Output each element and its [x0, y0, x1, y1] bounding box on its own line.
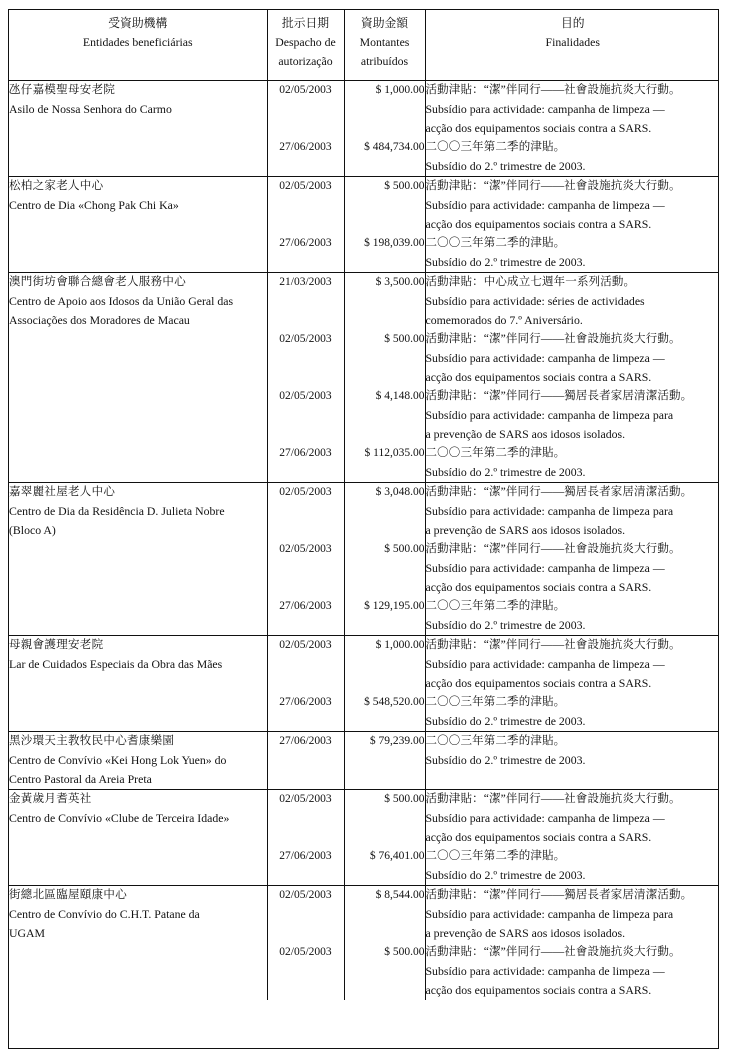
grant-date-block [268, 597, 344, 635]
purpose-cell [425, 789, 719, 885]
purpose-cell [425, 80, 719, 176]
grant-purpose-line: a prevenção de SARS aos idosos isolados. [425, 426, 626, 441]
entity-cell [9, 885, 267, 1000]
grant-purpose-line: Subsídio para actividade: campanha de limpeza — [425, 560, 665, 575]
amount-cell [344, 482, 425, 635]
grant-date-block [268, 330, 344, 387]
grant-amount: $ 1,000.00 [375, 83, 425, 96]
grant-purpose-line: 活動津貼：“潔”伴同行——社會設施抗炎大行動。 [425, 332, 681, 345]
grant-date: 02/05/2003 [279, 179, 332, 192]
grant-date: 02/05/2003 [279, 638, 332, 651]
grant-purpose-line: Subsídio para actividade: campanha de limpeza — [425, 350, 665, 365]
grant-purpose-line: 二〇〇三年第二季的津貼。 [425, 236, 566, 249]
grant-purpose-line: Subsídio para actividade: campanha de limpeza — [425, 963, 665, 978]
grant-purpose-line: 活動津貼：“潔”伴同行——社會設施抗炎大行動。 [425, 179, 681, 192]
grant-purpose-line: Subsídio para actividade: séries de actividades [425, 293, 645, 308]
grant-amount: $ 3,048.00 [375, 485, 425, 498]
amount-cell [344, 885, 425, 1000]
grant-amount-block [345, 790, 425, 847]
grant-date-block [268, 273, 344, 330]
grant-amount: $ 500.00 [384, 179, 425, 192]
grant-purpose-block [426, 847, 720, 885]
grant-purpose-block [426, 943, 720, 1000]
grant-purpose-line: 活動津貼：“潔”伴同行——獨居長者家居清潔活動。 [425, 389, 693, 402]
grant-date: 27/06/2003 [279, 734, 332, 747]
grant-amount-block [345, 886, 425, 943]
grant-amount-block [345, 387, 425, 444]
purpose-cell [425, 272, 719, 482]
grant-purpose-line: 活動津貼：“潔”伴同行——社會設施抗炎大行動。 [425, 542, 681, 555]
grant-purpose-line: acção dos equipamentos sociais contra a SARS. [425, 216, 652, 231]
header-date [267, 10, 344, 80]
grant-date: 21/03/2003 [279, 275, 332, 288]
grant-amount: $ 484,734.00 [364, 140, 425, 153]
grant-date-block [268, 847, 344, 885]
grant-amount-block [345, 444, 425, 482]
entity-name-line: Centro de Dia da Residência D. Julieta Nobre [9, 503, 225, 518]
grant-purpose-block [426, 444, 720, 482]
header-date-pt-2: autorização [278, 54, 333, 68]
date-cell [267, 176, 344, 272]
grant-purpose-block [426, 693, 720, 731]
table-row [9, 885, 719, 1000]
amount-cell [344, 176, 425, 272]
grant-purpose-line: Subsídio do 2.º trimestre de 2003. [425, 867, 586, 882]
grant-purpose-block [426, 273, 720, 330]
grant-date: 27/06/2003 [279, 236, 332, 249]
grant-amount: $ 500.00 [384, 945, 425, 958]
grant-purpose-line: Subsídio para actividade: campanha de limpeza para [425, 906, 674, 921]
grant-amount-block [345, 693, 425, 731]
amount-cell [344, 789, 425, 885]
entity-name-line: 松柏之家老人中心 [9, 179, 104, 192]
table-header-row [9, 10, 719, 80]
entity-name-line: Centro de Convívio «Kei Hong Lok Yuen» do [9, 752, 227, 767]
header-purpose [425, 10, 719, 80]
grant-purpose-block [426, 540, 720, 597]
grant-date-block [268, 540, 344, 597]
header-purpose-zh: 目的 [560, 16, 585, 30]
grant-purpose-line: acção dos equipamentos sociais contra a SARS. [425, 579, 652, 594]
header-amount-pt-1: Montantes [359, 35, 410, 49]
purpose-cell [425, 176, 719, 272]
grant-purpose-block [426, 138, 720, 176]
grant-purpose-block [426, 886, 720, 943]
grant-amount-block [345, 636, 425, 693]
grant-purpose-line: Subsídio para actividade: campanha de limpeza para [425, 503, 674, 518]
entity-name-line: Centro de Apoio aos Idosos da União Geral das [9, 293, 234, 308]
grant-date: 02/05/2003 [279, 542, 332, 555]
amount-cell [344, 80, 425, 176]
grant-purpose-line: Subsídio do 2.º trimestre de 2003. [425, 254, 586, 269]
grant-amount-block [345, 483, 425, 540]
date-cell [267, 482, 344, 635]
entity-name-line: Centro Pastoral da Areia Preta [9, 771, 152, 786]
purpose-cell [425, 731, 719, 789]
date-cell [267, 885, 344, 1000]
entity-cell [9, 482, 267, 635]
purpose-cell [425, 635, 719, 731]
grant-date: 02/05/2003 [279, 389, 332, 402]
date-cell [267, 80, 344, 176]
grant-amount-block [345, 540, 425, 597]
grant-date-block [268, 387, 344, 444]
grant-amount-block [345, 597, 425, 635]
header-date-zh: 批示日期 [281, 16, 330, 30]
grant-purpose-line: 二〇〇三年第二季的津貼。 [425, 734, 566, 747]
grant-date-block [268, 138, 344, 176]
grant-purpose-line: 活動津貼：“潔”伴同行——社會設施抗炎大行動。 [425, 792, 681, 805]
grant-date: 02/05/2003 [279, 83, 332, 96]
grant-purpose-line: acção dos equipamentos sociais contra a SARS. [425, 120, 652, 135]
grant-amount: $ 198,039.00 [364, 236, 425, 249]
grant-date: 27/06/2003 [279, 140, 332, 153]
entity-name-line: Asilo de Nossa Senhora do Carmo [9, 101, 172, 116]
header-amount-zh: 資助金額 [360, 16, 409, 30]
header-date-pt-1: Despacho de [275, 35, 336, 49]
grant-purpose-block [426, 177, 720, 234]
grant-purpose-line: Subsídio do 2.º trimestre de 2003. [425, 617, 586, 632]
date-cell [267, 731, 344, 789]
grant-purpose-line: comemorados do 7.º Aniversário. [425, 312, 583, 327]
grant-purpose-line: 活動津貼：“潔”伴同行——社會設施抗炎大行動。 [425, 945, 681, 958]
grant-purpose-line: Subsídio para actividade: campanha de limpeza — [425, 197, 665, 212]
grant-purpose-line: acção dos equipamentos sociais contra a SARS. [425, 982, 652, 997]
entity-name-line: Centro de Dia «Chong Pak Chi Ka» [9, 197, 179, 212]
grant-purpose-line: Subsídio para actividade: campanha de limpeza — [425, 810, 665, 825]
grants-table [9, 10, 719, 1000]
grant-purpose-line: a prevenção de SARS aos idosos isolados. [425, 522, 626, 537]
grant-date: 02/05/2003 [279, 485, 332, 498]
grant-amount-block [345, 847, 425, 885]
grant-amount: $ 1,000.00 [375, 638, 425, 651]
grant-amount: $ 3,500.00 [375, 275, 425, 288]
grant-amount-block [345, 273, 425, 330]
entity-name-line: 金黃歲月耆英社 [9, 792, 92, 805]
grant-purpose-line: Subsídio do 2.º trimestre de 2003. [425, 713, 586, 728]
grant-amount: $ 500.00 [384, 332, 425, 345]
date-cell [267, 635, 344, 731]
grant-date: 27/06/2003 [279, 446, 332, 459]
header-entity-pt: Entidades beneficiárias [82, 35, 193, 49]
table-row [9, 635, 719, 731]
grant-amount: $ 500.00 [384, 542, 425, 555]
grant-purpose-line: 二〇〇三年第二季的津貼。 [425, 695, 566, 708]
grant-purpose-block [426, 330, 720, 387]
grant-purpose-line: 二〇〇三年第二季的津貼。 [425, 140, 566, 153]
grant-purpose-block [426, 234, 720, 272]
grant-amount-block [345, 177, 425, 234]
entity-name-line: (Bloco A) [9, 522, 56, 537]
grant-date: 27/06/2003 [279, 695, 332, 708]
purpose-cell [425, 885, 719, 1000]
grant-date-block [268, 790, 344, 847]
grant-date-block [268, 693, 344, 731]
grant-date: 27/06/2003 [279, 599, 332, 612]
grant-date-block [268, 483, 344, 540]
grant-amount-block [345, 234, 425, 272]
amount-cell [344, 272, 425, 482]
entity-name-line: Centro de Convívio do C.H.T. Patane da [9, 906, 200, 921]
grant-amount: $ 79,239.00 [369, 734, 425, 747]
grant-date-block [268, 81, 344, 138]
grant-purpose-line: Subsídio do 2.º trimestre de 2003. [425, 752, 586, 767]
grant-purpose-line: 活動津貼：“潔”伴同行——社會設施抗炎大行動。 [425, 83, 681, 96]
grant-purpose-line: acção dos equipamentos sociais contra a SARS. [425, 675, 652, 690]
grant-purpose-line: 活動津貼：“潔”伴同行——獨居長者家居清潔活動。 [425, 485, 693, 498]
header-purpose-pt: Finalidades [545, 35, 600, 49]
entity-name-line: 氹仔嘉模聖母安老院 [9, 83, 116, 96]
grant-purpose-block [426, 483, 720, 540]
grant-purpose-line: 活動津貼：“潔”伴同行——獨居長者家居清潔活動。 [425, 888, 693, 901]
grant-purpose-line: Subsídio do 2.º trimestre de 2003. [425, 464, 586, 479]
header-amount-pt-2: atribuídos [360, 54, 409, 68]
grant-amount-block [345, 732, 425, 770]
grant-purpose-line: acção dos equipamentos sociais contra a SARS. [425, 369, 652, 384]
date-cell [267, 272, 344, 482]
entity-cell [9, 80, 267, 176]
grant-date: 02/05/2003 [279, 332, 332, 345]
header-entity [9, 10, 267, 80]
grant-purpose-line: a prevenção de SARS aos idosos isolados. [425, 925, 626, 940]
table-row [9, 482, 719, 635]
grant-date: 27/06/2003 [279, 849, 332, 862]
grant-amount: $ 8,544.00 [375, 888, 425, 901]
grant-date-block [268, 636, 344, 693]
entity-cell [9, 789, 267, 885]
table-row [9, 731, 719, 789]
grant-amount-block [345, 943, 425, 1000]
grant-purpose-block [426, 732, 720, 770]
table-row [9, 176, 719, 272]
grant-purpose-line: acção dos equipamentos sociais contra a SARS. [425, 829, 652, 844]
grant-purpose-block [426, 790, 720, 847]
grant-purpose-line: 二〇〇三年第二季的津貼。 [425, 599, 566, 612]
grant-amount: $ 4,148.00 [375, 389, 425, 402]
grant-purpose-line: 活動津貼：“潔”伴同行——社會設施抗炎大行動。 [425, 638, 681, 651]
header-entity-zh: 受資助機構 [108, 16, 168, 30]
grant-amount-block [345, 138, 425, 176]
grant-amount: $ 112,035.00 [364, 446, 425, 459]
grant-purpose-block [426, 597, 720, 635]
grant-purpose-block [426, 387, 720, 444]
table-row [9, 80, 719, 176]
entity-cell [9, 731, 267, 789]
grant-purpose-line: 活動津貼：中心成立七週年一系列活動。 [425, 275, 636, 288]
grant-date: 02/05/2003 [279, 945, 332, 958]
entity-name-line: UGAM [9, 925, 46, 940]
table-row [9, 789, 719, 885]
entity-name-line: 嘉翠麗社屋老人中心 [9, 485, 116, 498]
grant-date-block [268, 234, 344, 272]
amount-cell [344, 731, 425, 789]
grant-date-block [268, 177, 344, 234]
entity-cell [9, 635, 267, 731]
grant-purpose-block [426, 636, 720, 693]
entity-name-line: Centro de Convívio «Clube de Terceira Idade» [9, 810, 230, 825]
grant-date-block [268, 886, 344, 943]
date-cell [267, 789, 344, 885]
grant-date: 02/05/2003 [279, 792, 332, 805]
entity-name-line: 黑沙環天主教牧民中心耆康樂園 [9, 734, 175, 747]
grant-date-block [268, 444, 344, 482]
grant-date-block [268, 732, 344, 770]
grant-purpose-line: Subsídio para actividade: campanha de limpeza — [425, 101, 665, 116]
grant-purpose-line: 二〇〇三年第二季的津貼。 [425, 446, 566, 459]
entity-cell [9, 272, 267, 482]
grant-amount: $ 76,401.00 [369, 849, 425, 862]
entity-cell [9, 176, 267, 272]
entity-name-line: 街總北區臨屋頤康中心 [9, 888, 127, 901]
entity-name-line: Associações dos Moradores de Macau [9, 312, 190, 327]
grant-date-block [268, 943, 344, 1000]
header-amount [344, 10, 425, 80]
grant-amount-block [345, 330, 425, 387]
entity-name-line: 母親會護理安老院 [9, 638, 104, 651]
grant-purpose-line: Subsídio para actividade: campanha de limpeza — [425, 656, 665, 671]
grant-amount: $ 500.00 [384, 792, 425, 805]
grant-date: 02/05/2003 [279, 888, 332, 901]
grant-amount-block [345, 81, 425, 138]
grant-purpose-block [426, 81, 720, 138]
entity-name-line: 澳門街坊會聯合總會老人服務中心 [9, 275, 186, 288]
grant-amount: $ 548,520.00 [364, 695, 425, 708]
grant-purpose-line: Subsídio para actividade: campanha de limpeza para [425, 407, 674, 422]
purpose-cell [425, 482, 719, 635]
grant-purpose-line: 二〇〇三年第二季的津貼。 [425, 849, 566, 862]
grant-amount: $ 129,195.00 [364, 599, 425, 612]
grant-purpose-line: Subsídio do 2.º trimestre de 2003. [425, 158, 586, 173]
entity-name-line: Lar de Cuidados Especiais da Obra das Mães [9, 656, 223, 671]
amount-cell [344, 635, 425, 731]
table-row [9, 272, 719, 482]
grants-table-frame [8, 9, 719, 1049]
